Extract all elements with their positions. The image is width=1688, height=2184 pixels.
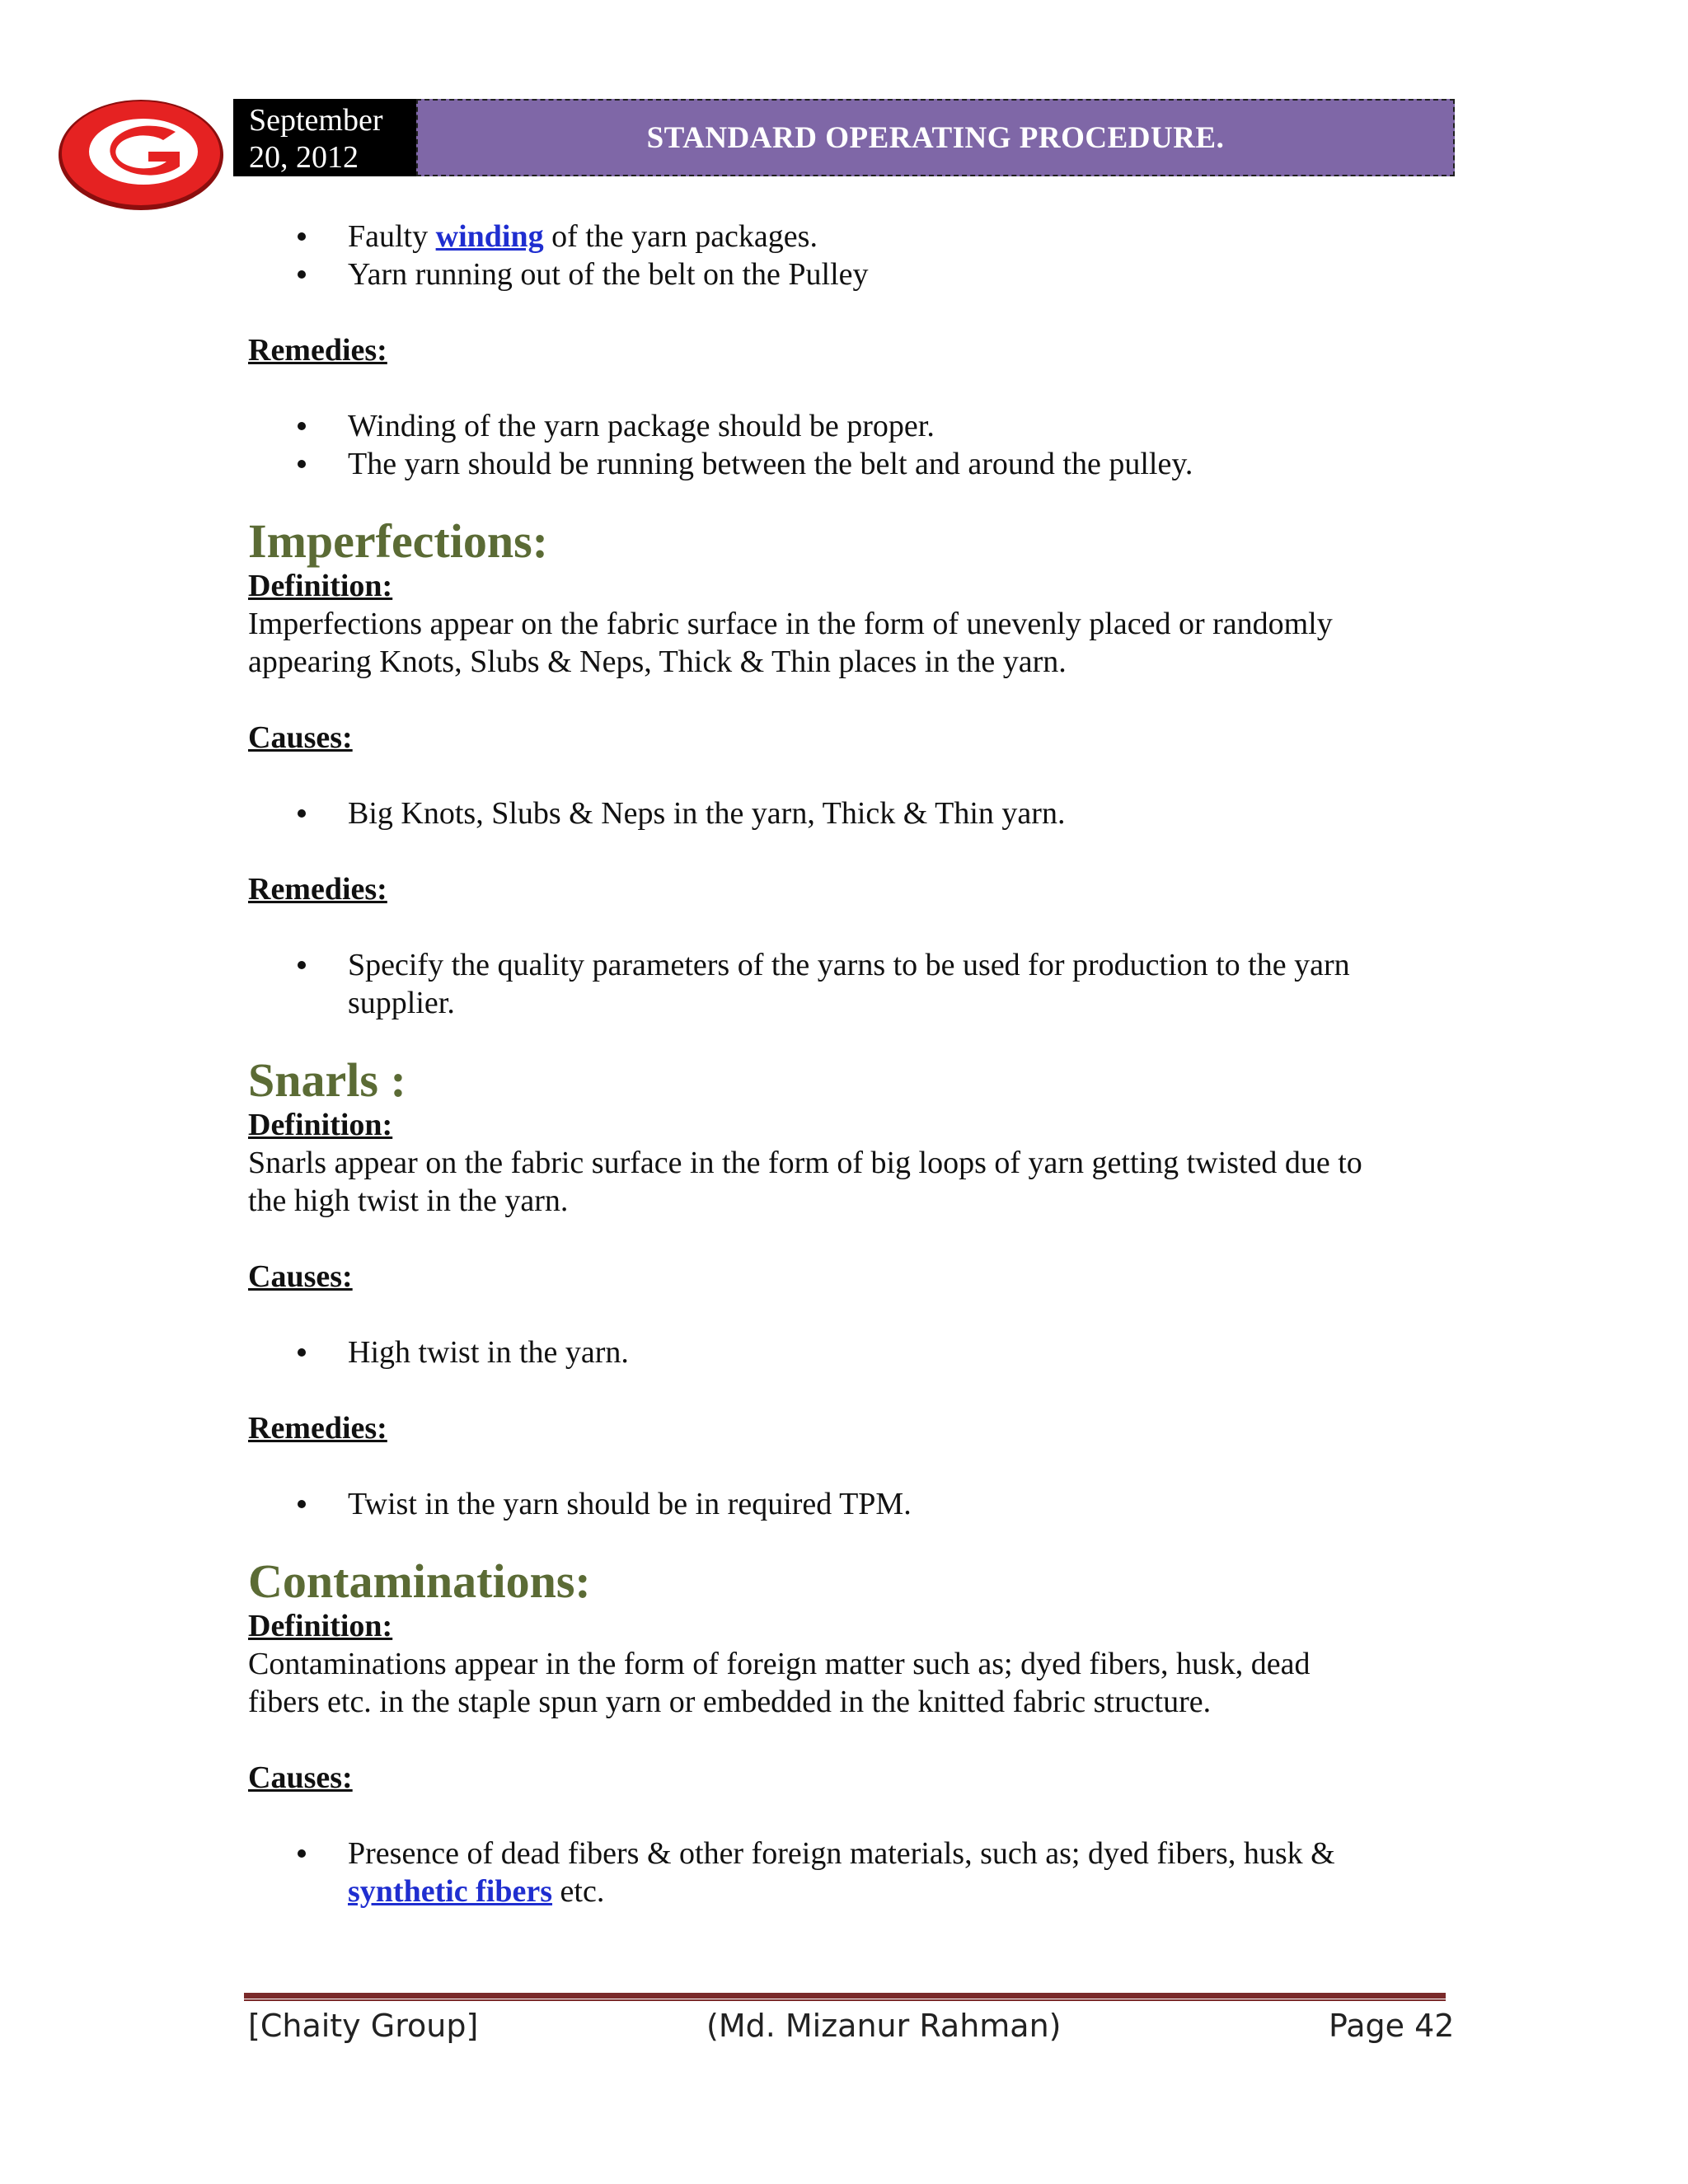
bullet-text: Big Knots, Slubs & Neps in the yarn, Thick & Thin yarn. — [348, 796, 1066, 831]
definition-text — [248, 1645, 1451, 1721]
definition-line: fibers etc. in the staple spun yarn or embedded in the knitted fabric structure. — [248, 1685, 1212, 1719]
section-title-snarls: Snarls : — [248, 1053, 406, 1107]
section-title-imperfections: Imperfections: — [248, 514, 549, 568]
synthetic-fibers-link[interactable]: synthetic fibers — [348, 1874, 553, 1909]
list-item — [248, 794, 1451, 832]
document-date — [233, 99, 416, 176]
bullet-icon — [298, 422, 306, 430]
remedies-list — [248, 1485, 1451, 1523]
causes-list — [248, 1333, 1451, 1371]
page-content — [248, 218, 1451, 1910]
definition-heading: Definition: — [248, 569, 393, 603]
bullet-icon — [298, 809, 306, 818]
definition-line: Imperfections appear on the fabric surface in the form of unevenly placed or randomly — [248, 607, 1333, 641]
causes-heading: Causes: — [248, 1760, 353, 1795]
bullet-text: Winding of the yarn package should be proper. — [348, 409, 935, 443]
document-title: STANDARD OPERATING PROCEDURE. — [646, 120, 1225, 155]
list-item — [248, 218, 1451, 255]
bullet-text: etc. — [552, 1874, 605, 1909]
footer-page-number: Page 42 — [1329, 2008, 1455, 2044]
causes-heading: Causes: — [248, 1259, 353, 1294]
date-month: September — [249, 103, 383, 138]
bullet-icon — [298, 270, 306, 279]
remedies-heading: Remedies: — [248, 872, 387, 907]
bullet-text: Presence of dead fibers & other foreign materials, such as; dyed fibers, husk & — [348, 1836, 1335, 1871]
list-item — [248, 1485, 1451, 1523]
footer-author: (Md. Mizanur Rahman) — [706, 2008, 1062, 2044]
bullet-text: High twist in the yarn. — [348, 1335, 629, 1370]
remedies-heading: Remedies: — [248, 333, 387, 368]
causes-list — [248, 794, 1451, 832]
bullet-text: Specify the quality parameters of the yarns to be used for production to the yarn — [348, 948, 1350, 982]
bullet-icon — [298, 460, 306, 468]
list-item — [248, 407, 1451, 445]
list-item — [248, 1333, 1451, 1371]
definition-line: Snarls appear on the fabric surface in the form of big loops of yarn getting twisted due to — [248, 1146, 1362, 1180]
bullet-text: Twist in the yarn should be in required TPM. — [348, 1487, 912, 1521]
bullet-icon — [298, 1500, 306, 1508]
list-item — [248, 255, 1451, 293]
remedies-heading: Remedies: — [248, 1411, 387, 1446]
definition-line: the high twist in the yarn. — [248, 1183, 569, 1218]
definition-line: Contaminations appear in the form of foreign matter such as; dyed fibers, husk, dead — [248, 1647, 1311, 1681]
remedies-list — [248, 407, 1451, 483]
bullet-icon — [298, 232, 306, 241]
section-title-contaminations: Contaminations: — [248, 1554, 591, 1608]
bullet-text: Faulty — [348, 219, 436, 254]
company-logo — [58, 97, 227, 213]
bullet-text: of the yarn packages. — [543, 219, 818, 254]
footer-company: [Chaity Group] — [248, 2008, 479, 2044]
definition-line: appearing Knots, Slubs & Neps, Thick & Thin places in the yarn. — [248, 644, 1067, 679]
list-item — [248, 1835, 1451, 1910]
definition-heading: Definition: — [248, 1108, 393, 1142]
bullet-text: The yarn should be running between the belt and around the pulley. — [348, 447, 1193, 481]
bullet-text: supplier. — [348, 986, 455, 1020]
intro-bullet-list — [248, 218, 1451, 293]
list-item — [248, 445, 1451, 483]
remedies-list — [248, 946, 1451, 1022]
bullet-icon — [298, 1849, 306, 1858]
list-item — [248, 946, 1451, 1022]
bullet-icon — [298, 961, 306, 969]
footer-divider — [244, 1993, 1446, 2001]
definition-heading: Definition: — [248, 1609, 393, 1643]
causes-list — [248, 1835, 1451, 1910]
causes-heading: Causes: — [248, 720, 353, 755]
date-day-year: 20, 2012 — [249, 140, 359, 175]
bullet-icon — [298, 1348, 306, 1357]
document-title-bar — [416, 99, 1455, 176]
bullet-text: Yarn running out of the belt on the Pulley — [348, 257, 869, 292]
winding-link[interactable]: winding — [435, 219, 544, 254]
definition-text — [248, 1144, 1451, 1220]
definition-text — [248, 605, 1451, 681]
